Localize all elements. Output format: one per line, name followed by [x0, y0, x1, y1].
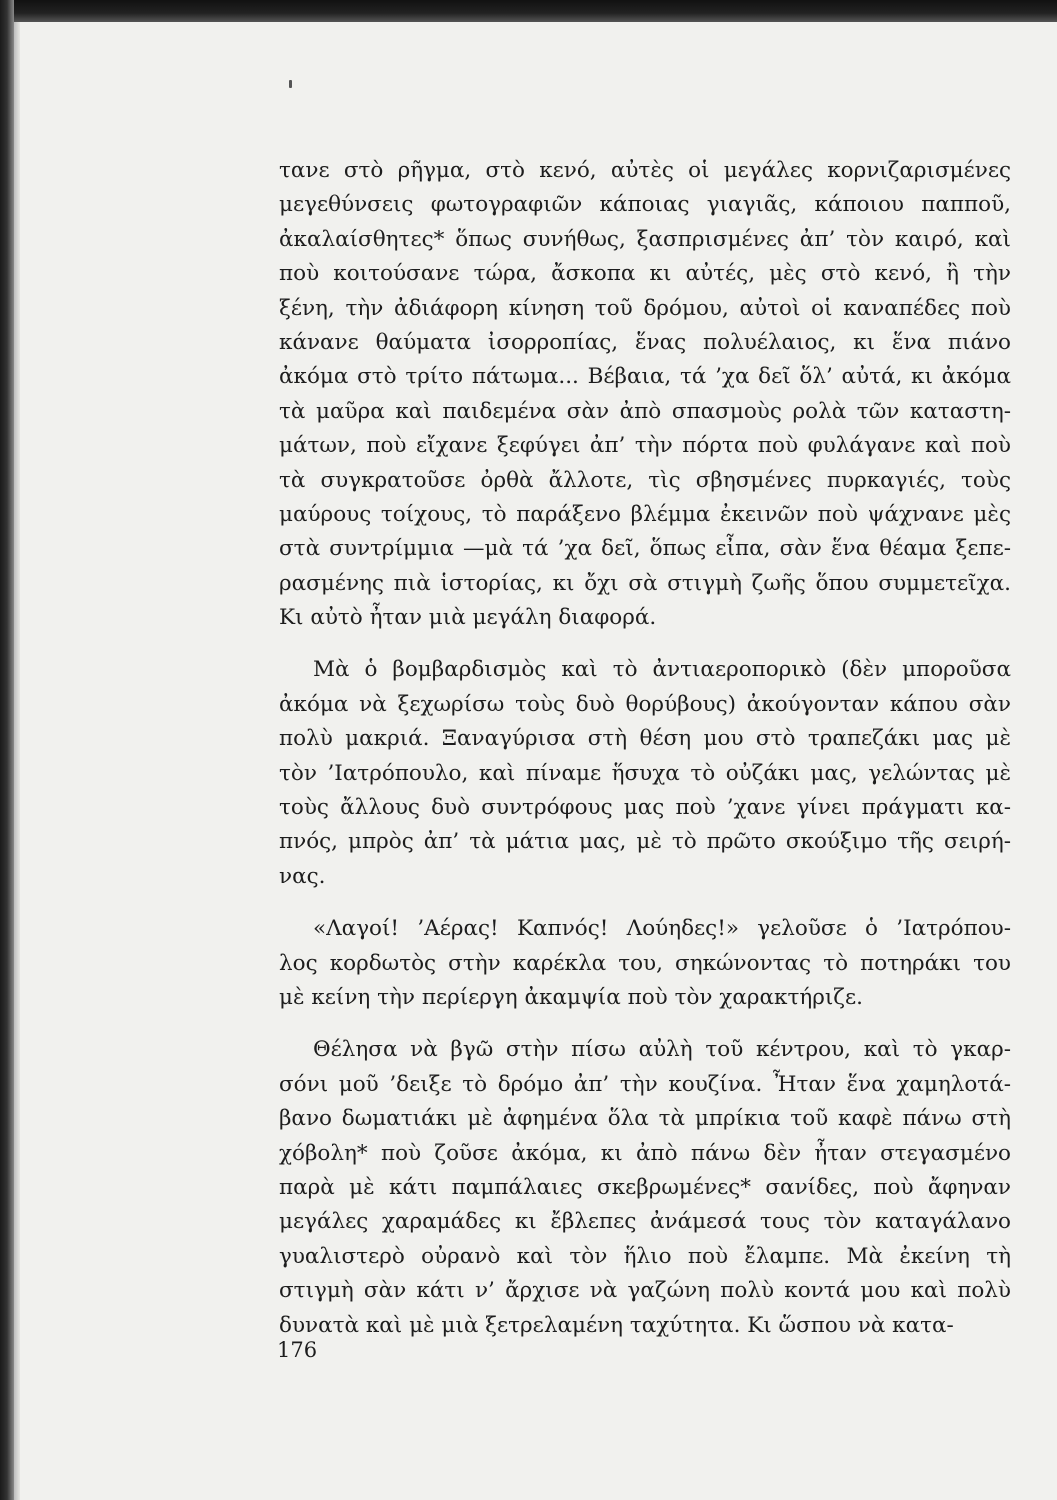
scan-left-edge [0, 0, 14, 1500]
text-line: χόβολη* ποὺ ζοῦσε ἀκόμα, κι ἀπὸ πάνω δὲν ἦταν στεγασμένο [279, 1140, 1011, 1166]
text-line: μεγάλες χαραμάδες κι ἔβλεπες ἀνάμεσά τους τὸν καταγάλανο [279, 1209, 1011, 1235]
paragraph [279, 653, 1011, 894]
scan-speck [289, 80, 292, 88]
text-line: νας. [279, 863, 326, 889]
text-line: μαύρους τοίχους, τὸ παράξενο βλέμμα ἐκεινῶν ποὺ ψάχνανε μὲς [279, 501, 1011, 527]
page-gutter-shadow [14, 22, 20, 1500]
text-line: πολὺ μακριά. Ξαναγύρισα στὴ θέση μου στὸ τραπεζάκι μας μὲ [279, 726, 1011, 752]
paragraph-gap [279, 635, 1011, 653]
text-line: βανο δωματιάκι μὲ ἀφημένα ὅλα τὰ μπρίκια τοῦ καφὲ πάνω στὴ [279, 1106, 1011, 1132]
text-line: ἀκαλαίσθητες* ὅπως συνήθως, ξασπρισμένες ἀπ’ τὸν καιρό, καὶ [279, 226, 1011, 252]
text-line: πνός, μπρὸς ἀπ’ τὰ μάτια μας, μὲ τὸ πρῶτο σκούξιμο τῆς σειρή- [279, 829, 1011, 855]
text-line: ξένη, τὴν ἀδιάφορη κίνηση τοῦ δρόμου, αὐτοὶ οἱ καναπέδες ποὺ [279, 295, 1011, 321]
text-line: τὸν ’Ιατρόπουλο, καὶ πίναμε ἥσυχα τὸ οὐζάκι μας, γελώντας μὲ [279, 760, 1011, 786]
page-number: 176 [277, 1338, 318, 1362]
text-line: σόνι μοῦ ’δειξε τὸ δρόμο ἀπ’ τὴν κουζίνα. Ἦταν ἕνα χαμηλοτά- [279, 1071, 1011, 1097]
text-line: παρὰ μὲ κάτι παμπάλαιες σκεβρωμένες* σανίδες, ποὺ ἄφηναν [279, 1174, 1011, 1200]
text-line: Μὰ ὁ βομβαρδισμὸς καὶ τὸ ἀντιαεροπορικὸ (δὲν μποροῦσα [313, 657, 1011, 683]
text-line: τανε στὸ ρῆγμα, στὸ κενό, αὐτὲς οἱ μεγάλες κορνιζαρισμένες [279, 158, 1011, 183]
paragraph [279, 1033, 1011, 1343]
text-line: «Λαγοί! ’Αέρας! Καπνός! Λούηδες!» γελοῦσε ὁ ’Ιατρόπου- [313, 916, 1011, 942]
text-line: ρασμένης πιὰ ἱστορίας, κι ὄχι σὰ στιγμὴ ζωῆς ὅπου συμμετεῖχα. [279, 570, 1011, 596]
scan-top-edge [0, 0, 1057, 22]
text-line: τὰ συγκρατοῦσε ὀρθὰ ἄλλοτε, τὶς σβησμένες πυρκαγιές, τοὺς [279, 467, 1011, 493]
paragraph-gap [279, 1015, 1011, 1033]
body-text [279, 154, 1011, 1343]
text-line: μάτων, ποὺ εἴχανε ξεφύγει ἀπ’ τὴν πόρτα ποὺ φυλάγανε καὶ ποὺ [279, 433, 1011, 459]
text-line: γυαλιστερὸ οὐρανὸ καὶ τὸν ἥλιο ποὺ ἔλαμπε. Μὰ ἐκείνη τὴ [279, 1243, 1011, 1269]
text-line: στιγμὴ σὰν κάτι ν’ ἄρχισε νὰ γαζώνη πολὺ κοντά μου καὶ πολὺ [279, 1278, 1011, 1304]
text-line: τὰ μαῦρα καὶ παιδεμένα σὰν ἀπὸ σπασμοὺς ρολὰ τῶν καταστη- [279, 398, 1011, 424]
text-line: ποὺ κοιτούσανε τώρα, ἄσκοπα κι αὐτές, μὲς στὸ κενό, ἢ τὴν [279, 261, 1011, 287]
text-line: τοὺς ἄλλους δυὸ συντρόφους μας ποὺ ’χανε γίνει πράγματι κα- [279, 795, 1011, 821]
text-line: μὲ κείνη τὴν περίεργη ἀκαμψία ποὺ τὸν χαρακτήριζε. [279, 984, 863, 1010]
text-line: λος κορδωτὸς στὴν καρέκλα του, σηκώνοντας τὸ ποτηράκι του [279, 950, 1011, 976]
text-line: μεγεθύνσεις φωτογραφιῶν κάποιας γιαγιᾶς, κάποιου παπποῦ, [279, 192, 1011, 218]
paragraph [279, 154, 1011, 635]
paragraph [279, 912, 1011, 1015]
text-line: δυνατὰ καὶ μὲ μιὰ ξετρελαμένη ταχύτητα. Κι ὥσπου νὰ κατα- [279, 1312, 954, 1338]
text-line: στὰ συντρίμμια —μὰ τά ’χα δεῖ, ὅπως εἶπα, σὰν ἕνα θέαμα ξεπε- [279, 536, 1011, 562]
text-line: ἀκόμα στὸ τρίτο πάτωμα... Βέβαια, τά ’χα δεῖ ὅλ’ αὐτά, κι ἀκόμα [279, 364, 1011, 390]
paragraph-gap [279, 894, 1011, 912]
text-line: ἀκόμα νὰ ξεχωρίσω τοὺς δυὸ θορύβους) ἀκούγονταν κάπου σὰν [279, 691, 1011, 717]
text-line: Θέλησα νὰ βγῶ στὴν πίσω αὐλὴ τοῦ κέντρου, καὶ τὸ γκαρ- [313, 1037, 1011, 1063]
text-line: Κι αὐτὸ ἦταν μιὰ μεγάλη διαφορά. [279, 605, 657, 631]
text-line: κάνανε θαύματα ἰσορροπίας, ἕνας πολυέλαιος, κι ἕνα πιάνο [279, 329, 1011, 355]
